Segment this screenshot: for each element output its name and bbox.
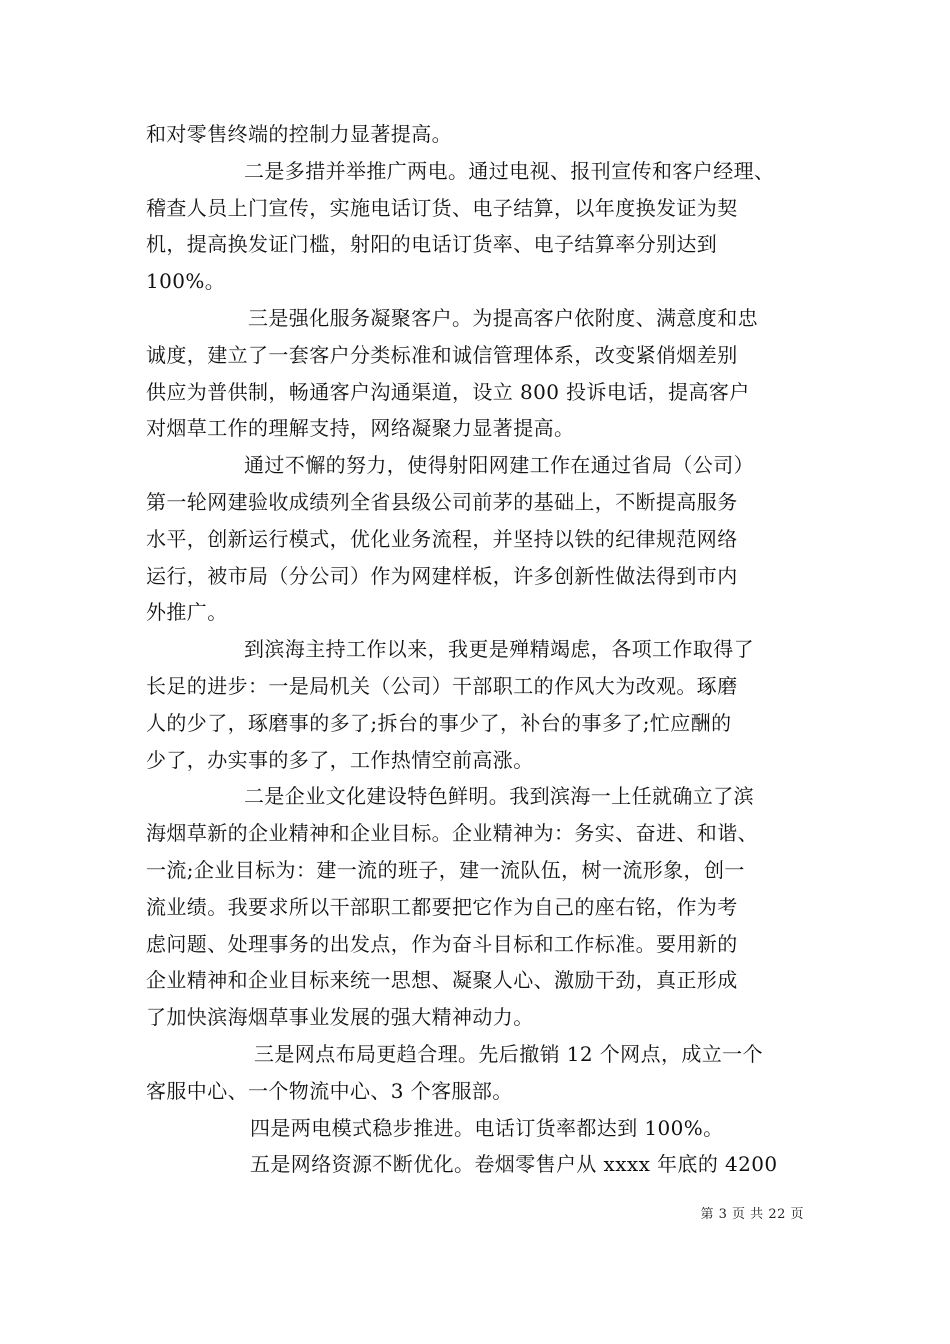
paragraph-start: 二是企业文化建设特色鲜明。我到滨海一上任就确立了滨 bbox=[244, 784, 754, 809]
text-line: 人的少了，琢磨事的多了;拆台的事少了，补台的事多了;忙应酬的 bbox=[146, 710, 732, 735]
text-line: 供应为普供制，畅通客户沟通渠道，设立 800 投诉电话，提高客户 bbox=[146, 379, 750, 404]
text-line: 虑问题、处理事务的出发点，作为奋斗目标和工作标准。要用新的 bbox=[146, 931, 738, 956]
text-line: 水平，创新运行模式，优化业务流程，并坚持以铁的纪律规范网络 bbox=[146, 526, 738, 551]
body-text bbox=[146, 116, 810, 1183]
paragraph-start: 二是多措并举推广两电。通过电视、报刊宣传和客户经理、 bbox=[244, 158, 775, 183]
text-line: 海烟草新的企业精神和企业目标。企业精神为：务实、奋进、和谐、 bbox=[146, 821, 758, 846]
paragraph-start: 四是两电模式稳步推进。电话订货率都达到 100%。 bbox=[250, 1115, 724, 1140]
paragraph-start: 到滨海主持工作以来，我更是殚精竭虑，各项工作取得了 bbox=[244, 637, 754, 662]
paragraph-start: 五是网络资源不断优化。卷烟零售户从 xxxx 年底的 4200 bbox=[250, 1152, 778, 1177]
text-line: 第一轮网建验收成绩列全省县级公司前茅的基础上，不断提高服务 bbox=[146, 489, 738, 514]
text-line: 对烟草工作的理解支持，网络凝聚力显著提高。 bbox=[146, 416, 575, 441]
text-line: 机，提高换发证门槛，射阳的电话订货率、电子结算率分别达到 bbox=[146, 232, 718, 257]
text-line: 一流;企业目标为：建一流的班子，建一流队伍，树一流形象，创一 bbox=[146, 857, 745, 882]
paragraph-start: 三是强化服务凝聚客户。为提高客户依附度、满意度和忠 bbox=[248, 305, 758, 330]
text-line: 运行，被市局（分公司）作为网建样板，许多创新性做法得到市内 bbox=[146, 563, 738, 588]
text-line: 了加快滨海烟草事业发展的强大精神动力。 bbox=[146, 1005, 534, 1030]
text-line: 和对零售终端的控制力显著提高。 bbox=[146, 122, 452, 146]
text-line: 流业绩。我要求所以干部职工都要把它作为自己的座右铭，作为考 bbox=[146, 894, 738, 919]
text-line: 外推广。 bbox=[146, 600, 228, 625]
text-line: 100%。 bbox=[146, 269, 226, 294]
text-line: 诚度，建立了一套客户分类标准和诚信管理体系，改变紧俏烟差别 bbox=[146, 342, 738, 367]
paragraph-start: 三是网点布局更趋合理。先后撤销 12 个网点，成立一个 bbox=[254, 1041, 763, 1066]
text-line: 客服中心、一个物流中心、3 个客服部。 bbox=[146, 1078, 513, 1103]
text-line: 企业精神和企业目标来统一思想、凝聚人心、激励干劲，真正形成 bbox=[146, 968, 738, 993]
text-line: 长足的进步：一是局机关（公司）干部职工的作风大为改观。琢磨 bbox=[146, 673, 738, 698]
text-line: 少了，办实事的多了，工作热情空前高涨。 bbox=[146, 747, 534, 772]
page-number-footer: 第 3 页 共 22 页 bbox=[700, 1207, 804, 1222]
text-line: 稽查人员上门宣传，实施电话订货、电子结算，以年度换发证为契 bbox=[146, 195, 738, 220]
paragraph-start: 通过不懈的努力，使得射阳网建工作在通过省局（公司） bbox=[244, 453, 754, 478]
